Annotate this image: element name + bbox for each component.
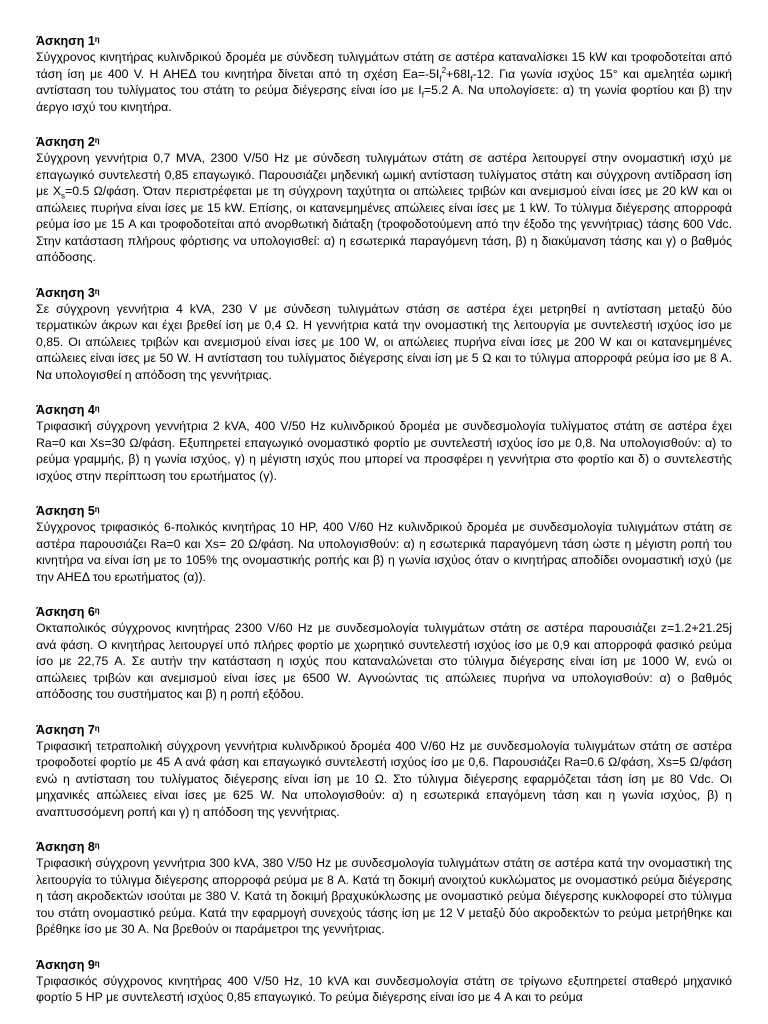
exercise-text: Σύγχρονη γεννήτρια 0,7 MVA, 2300 V/50 Hz με σύνδεση τυλιγμάτων στάτη σε αστέρα λειτουργεί στην ονομαστική ισχύ με επαγωγικό συντελεστή 0,85 επαγωγικό. Παρουσιάζει μηδενική ωμική αντίσταση τυλίγματος στάτη και σύγχρονη αντίδραση ίση με $X_s=0.5$ Ω/φάση. Όταν περιστρέφεται με τη σύγχρονη ταχύτητα οι απώλειες τριβών και ανεμισμού είναι ίσες με 20 kW και οι απώλειες πυρήνα είναι ίσες με 15 kW. Επίσης, οι κατανεμημένες απώλειες είναι ίσες με 1 kW. Το τύλιγμα διέγερσης απορροφά ρεύμα ίσο με 15 A και τροφοδοτείται από ανορθωτική διάταξη (τροφοδοτούμενη από την έξοδο της γεννήτριας) τάσης 600 Vdc. Στην κατάσταση πλήρους φόρτισης να υπολογισθεί: α) η εσωτερικά παραγόμενη τάση, β) η διακύμανση τάσης και γ) ο βαθμός απόδοσης. xyxy=(36,151,733,264)
exercise-title: Άσκηση $5^\eta$ xyxy=(36,504,100,518)
exercise-title: Άσκηση $3^\eta$ xyxy=(36,285,100,300)
exercise-title: Άσκηση $2^\eta$ xyxy=(36,135,100,149)
exercise-text: Σε σύγχρονη γεννήτρια 4 kVA, 230 V με σύνδεση τυλιγμάτων στάση σε αστέρα έχει μετρηθεί η αντίσταση μεταξύ δύο τερματικών άκρων και έχει βρεθεί ίση με 0,4 Ω. Η γεννήτρια κατά την ονομαστική της λειτουργία με συντελεστή ισχύος ίσο με 0,85. Οι απώλειες τριβών και ανεμισμού είναι ίσες με 100 W, οι απώλειες πυρήνα είναι ίσες με 200 W και οι κατανεμημένες απώλειες είναι ίσες με 50 W. Η αντίσταση του τυλίγματος διέγερσης είναι ίση με 5 Ω και το τύλιγμα απορροφά ρεύμα ίσο με 8 A. Να υπολογισθεί η απόδοση της γεννήτριας. xyxy=(36,301,732,382)
exercise-title: Άσκηση $1^\eta$ xyxy=(36,34,100,48)
exercise-1 xyxy=(36,34,732,115)
exercise-text: Οκταπολικός σύγχρονος κινητήρας 2300 V/60 Hz με συνδεσμολογία τυλιγμάτων στάτη σε αστέρα παρουσιάζει z=1.2+21.25j ανά φάση. Ο κινητήρας λειτουργεί υπό πλήρες φορτίο με χωρητικό συντελεστή ισχύος ίσο με 0,9 και απορροφά φασικό ρεύμα ίσο με 22,75 A. Σε αυτήν την κατάσταση η ισχύς που καταναλώνεται στο τύλιγμα διέγερσης είναι ίση με 1000 W, ενώ οι απώλειες τριβών και ανεμισμού είναι ίσες με 6500 W. Αγνοώντας τις απώλειες πυρήνα να υπολογισθούν: α) ο βαθμός απόδοσης του συστήματος και β) η ροπή εξόδου. xyxy=(36,621,732,701)
exercise-4 xyxy=(36,403,732,484)
exercise-text: Σύγχρονος τριφασικός 6-πολικός κινητήρας 10 HP, 400 V/60 Hz κυλινδρικού δρομέα με συνδεσμολογία τυλιγμάτων στάτη σε αστέρα παρουσιάζει Ra=0 και Xs= 20 Ω/φάση. Να υπολογισθούν: α) η εσωτερικά παραγόμενη τάση ώστε η μέγιστη ροπή του κινητήρα να είναι ίση με το 105% της ονομαστικής ροπής και β) η γωνία ισχύος όταν ο κινητήρας αποδίδει ονομαστική ισχύ (με την ΑΗΕΔ του ερωτήματος (α)). xyxy=(36,520,732,584)
exercise-9 xyxy=(36,958,732,1006)
exercise-5 xyxy=(36,504,732,585)
exercise-8 xyxy=(36,840,732,938)
exercise-title: Άσκηση $8^\eta$ xyxy=(36,840,100,854)
exercise-title: Άσκηση $6^\eta$ xyxy=(36,605,100,619)
exercise-title: Άσκηση $7^\eta$ xyxy=(36,722,100,737)
exercise-6 xyxy=(36,605,732,703)
exercise-7 xyxy=(36,723,732,821)
exercise-3 xyxy=(36,286,732,384)
exercise-text: Τριφασικός σύγχρονος κινητήρας 400 V/50 Hz, 10 kVA και συνδεσμολογία στάτη σε τρίγωνο εξυπηρετεί σταθερό μηχανικό φορτίο 5 HP με συντελεστή ισχύος 0,85 επαγωγικό. Το ρεύμα διέγερσης είναι ίσο με 4 A και το ρεύμα xyxy=(36,973,732,1004)
exercise-text: Τριφασική σύγχρονη γεννήτρια 300 kVA, 380 V/50 Hz με συνδεσμολογία τυλιγμάτων στάτη σε αστέρα κατά την ονομαστική της λειτουργία το τύλιγμα διέγερσης απορροφά ρεύμα με 8 A. Κατά τη δοκιμή ανοιχτού κυκλώματος με ονομαστικό ρεύμα διέγερσης η τάση ακροδεκτών ισούται με 380 V. Κατά τη δοκιμή βραχυκύκλωσης με ονομαστικό ρεύμα διέγερσης κυκλοφορεί στο τύλιγμα του στάτη ονομαστικό ρεύμα. Κατά την εφαρμογή συνεχούς τάσης ίση με 12 V μεταξύ δύο ακροδεκτών το ρεύμα μετρήθηκε και βρέθηκε ίσο με 30 A. Να βρεθούν οι παράμετροι της γεννήτριας. xyxy=(36,856,732,936)
exercise-title: Άσκηση $4^\eta$ xyxy=(36,403,100,417)
exercise-title: Άσκηση $9^\eta$ xyxy=(36,957,100,972)
exercise-text: Τριφασική σύγχρονη γεννήτρια 2 kVA, 400 V/50 Hz κυλινδρικού δρομέα με συνδεσμολογία τυλίγματος στάτη σε αστέρα έχει Ra=0 και Xs=30 Ω/φάση. Εξυπηρετεί επαγωγικό ονομαστικό φορτίο με συντελεστή ισχύος ίσο με 0,8. Να υπολογισθούν: α) το ρεύμα γραμμής, β) η γωνία ισχύος, γ) η μέγιστη ισχύς που μπορεί να προσφέρει η γεννήτρια στο φορτίο και δ) ο συντελεστής ισχύος στην περίπτωση του ερωτήματος (γ). xyxy=(36,419,732,483)
exercise-text: Σύγχρονος κινητήρας κυλινδρικού δρομέα με σύνδεση τυλιγμάτων στάτη σε αστέρα καταναλίσκει 15 kW και τροφοδοτείται από τάση ίση με 400 V. Η ΑΗΕΔ του κινητήρα δίνεται από τη σχέση $Ea=-5I_f^2+68I_f-12$. Για γωνία ισχύος 15° και αμελητέα ωμική αντίσταση του τυλίγματος του στάτη το ρεύμα διέγερσης είναι ίσο με $I_f=5.2$ A. Να υπολογίσετε: α) τη γωνία φορτίου και β) την άεργο ισχύ του κινητήρα. xyxy=(36,50,733,114)
exercise-2 xyxy=(36,135,732,266)
exercise-text: Τριφασική τετραπολική σύγχρονη γεννήτρια κυλινδρικού δρομέα 400 V/60 Hz με συνδεσμολογία τυλιγμάτων στάτη σε αστέρα τροφοδοτεί φορτίο με 45 A ανά φάση και επαγωγικό συντελεστή ισχύος ίσο με 0,6. Παρουσιάζει Ra=0.6 Ω/φάση, Xs=5 Ω/φάση ενώ η αντίσταση του τυλίγματος διέγερσης είναι ίση με 10 Ω. Στο τύλιγμα διέγερσης εφαρμόζεται τάση ίση με 80 Vdc. Οι μηχανικές απώλειες είναι ίσες με 625 W. Να υπολογισθούν: α) η εσωτερικά επαγόμενη τάση και η γωνία ισχύος, β) η αναπτυσσόμενη ροπή και γ) η απόδοση της γεννήτριας. xyxy=(36,738,732,819)
